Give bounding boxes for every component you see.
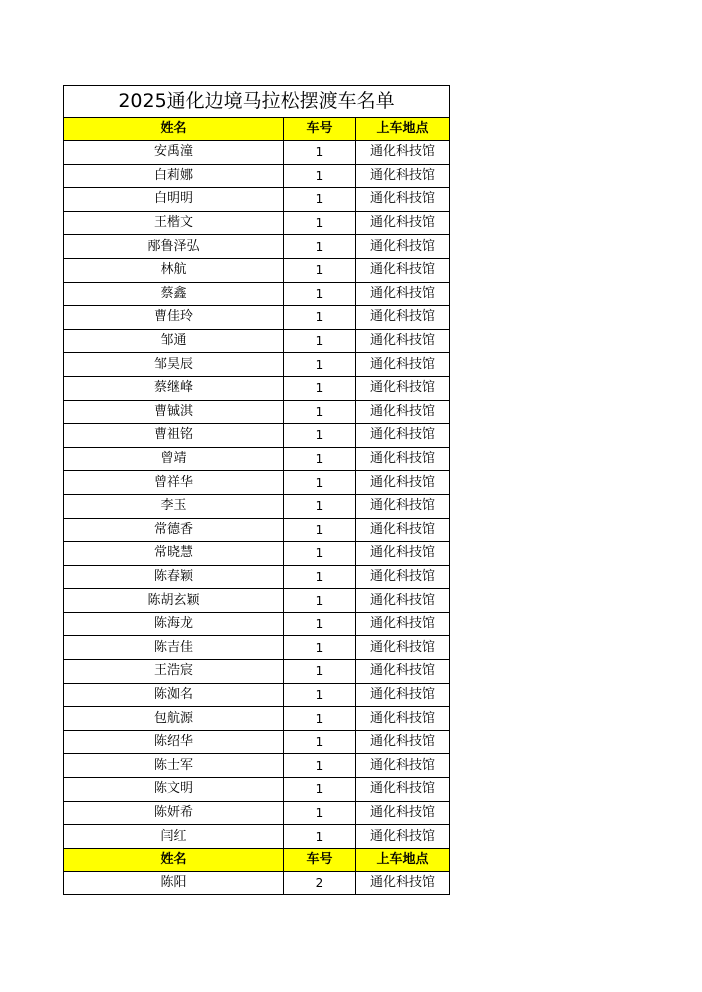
table-body [64,86,450,895]
name-cell: 蔡继峰 [64,376,284,400]
header-name-cell: 姓名 [64,848,284,871]
bus-cell: 1 [284,400,356,424]
place-cell: 通化科技馆 [356,471,450,495]
name-cell: 曾靖 [64,447,284,471]
name-cell: 陈妍希 [64,801,284,825]
place-cell: 通化科技馆 [356,589,450,613]
name-cell: 陈胡玄颖 [64,589,284,613]
table-row [64,683,450,707]
place-cell: 通化科技馆 [356,542,450,566]
header-bus-cell: 车号 [284,118,356,141]
name-cell: 邴鲁泽弘 [64,235,284,259]
table-row [64,612,450,636]
bus-cell: 1 [284,306,356,330]
bus-cell: 1 [284,329,356,353]
header-bus-cell: 车号 [284,848,356,871]
table-row [64,636,450,660]
name-cell: 陈洳名 [64,683,284,707]
place-cell: 通化科技馆 [356,565,450,589]
place-cell: 通化科技馆 [356,447,450,471]
place-cell: 通化科技馆 [356,211,450,235]
bus-cell: 1 [284,164,356,188]
bus-cell: 1 [284,589,356,613]
place-cell: 通化科技馆 [356,141,450,165]
place-cell: 通化科技馆 [356,424,450,448]
table-row [64,282,450,306]
name-cell: 闫红 [64,825,284,849]
place-cell: 通化科技馆 [356,518,450,542]
table-row [64,424,450,448]
name-cell: 李玉 [64,494,284,518]
bus-cell: 1 [284,211,356,235]
bus-cell: 1 [284,188,356,212]
place-cell: 通化科技馆 [356,730,450,754]
name-cell: 陈士军 [64,754,284,778]
bus-cell: 1 [284,376,356,400]
place-cell: 通化科技馆 [356,306,450,330]
bus-cell: 1 [284,565,356,589]
bus-cell: 1 [284,542,356,566]
header-name-cell: 姓名 [64,118,284,141]
table-row [64,211,450,235]
table-row [64,400,450,424]
table-row [64,235,450,259]
table-row [64,353,450,377]
place-cell: 通化科技馆 [356,400,450,424]
bus-cell: 1 [284,730,356,754]
place-cell: 通化科技馆 [356,329,450,353]
header-place-cell: 上车地点 [356,118,450,141]
name-cell: 常晓慧 [64,542,284,566]
table-row [64,141,450,165]
place-cell: 通化科技馆 [356,707,450,731]
place-cell: 通化科技馆 [356,164,450,188]
name-cell: 曹佳玲 [64,306,284,330]
bus-cell: 1 [284,801,356,825]
name-cell: 林航 [64,258,284,282]
sheet-title: 2025通化边境马拉松摆渡车名单 [64,86,450,118]
name-cell: 包航源 [64,707,284,731]
place-cell: 通化科技馆 [356,825,450,849]
place-cell: 通化科技馆 [356,754,450,778]
bus-cell: 1 [284,612,356,636]
shuttle-list-table [63,85,450,895]
bus-cell: 1 [284,141,356,165]
name-cell: 陈阳 [64,871,284,895]
name-cell: 白莉娜 [64,164,284,188]
table-row [64,447,450,471]
table-row [64,660,450,684]
table-row [64,707,450,731]
bus-cell: 1 [284,518,356,542]
name-cell: 陈春颖 [64,565,284,589]
place-cell: 通化科技馆 [356,235,450,259]
place-cell: 通化科技馆 [356,636,450,660]
place-cell: 通化科技馆 [356,353,450,377]
header-row [64,118,450,141]
table-row [64,306,450,330]
name-cell: 蔡鑫 [64,282,284,306]
name-cell: 曹铖淇 [64,400,284,424]
place-cell: 通化科技馆 [356,778,450,802]
bus-cell: 1 [284,683,356,707]
table-row [64,778,450,802]
bus-cell: 1 [284,258,356,282]
name-cell: 曾祥华 [64,471,284,495]
table-row [64,164,450,188]
bus-cell: 1 [284,494,356,518]
table-row [64,471,450,495]
name-cell: 邹昊辰 [64,353,284,377]
table-row [64,188,450,212]
table-row [64,730,450,754]
name-cell: 陈吉佳 [64,636,284,660]
bus-cell: 1 [284,825,356,849]
name-cell: 王浩宸 [64,660,284,684]
place-cell: 通化科技馆 [356,801,450,825]
table-row [64,754,450,778]
name-cell: 曹祖铭 [64,424,284,448]
table-row [64,494,450,518]
place-cell: 通化科技馆 [356,188,450,212]
title-row [64,86,450,118]
table-row [64,589,450,613]
table-row [64,565,450,589]
table-row [64,801,450,825]
place-cell: 通化科技馆 [356,660,450,684]
bus-cell: 1 [284,636,356,660]
name-cell: 白明明 [64,188,284,212]
bus-cell: 1 [284,353,356,377]
place-cell: 通化科技馆 [356,376,450,400]
header-row [64,848,450,871]
bus-cell: 1 [284,754,356,778]
bus-cell: 1 [284,282,356,306]
bus-cell: 1 [284,660,356,684]
place-cell: 通化科技馆 [356,282,450,306]
table-row [64,376,450,400]
table-row [64,825,450,849]
table-row [64,258,450,282]
bus-cell: 1 [284,235,356,259]
bus-cell: 1 [284,447,356,471]
place-cell: 通化科技馆 [356,871,450,895]
name-cell: 常德香 [64,518,284,542]
bus-cell: 1 [284,778,356,802]
bus-cell: 1 [284,424,356,448]
table-row [64,329,450,353]
place-cell: 通化科技馆 [356,258,450,282]
table-row [64,871,450,895]
name-cell: 邹通 [64,329,284,353]
bus-cell: 1 [284,471,356,495]
place-cell: 通化科技馆 [356,494,450,518]
place-cell: 通化科技馆 [356,683,450,707]
table-row [64,518,450,542]
table-row [64,542,450,566]
name-cell: 王楷文 [64,211,284,235]
name-cell: 陈绍华 [64,730,284,754]
header-place-cell: 上车地点 [356,848,450,871]
bus-cell: 2 [284,871,356,895]
name-cell: 陈文明 [64,778,284,802]
place-cell: 通化科技馆 [356,612,450,636]
bus-cell: 1 [284,707,356,731]
name-cell: 陈海龙 [64,612,284,636]
name-cell: 安禹潼 [64,141,284,165]
